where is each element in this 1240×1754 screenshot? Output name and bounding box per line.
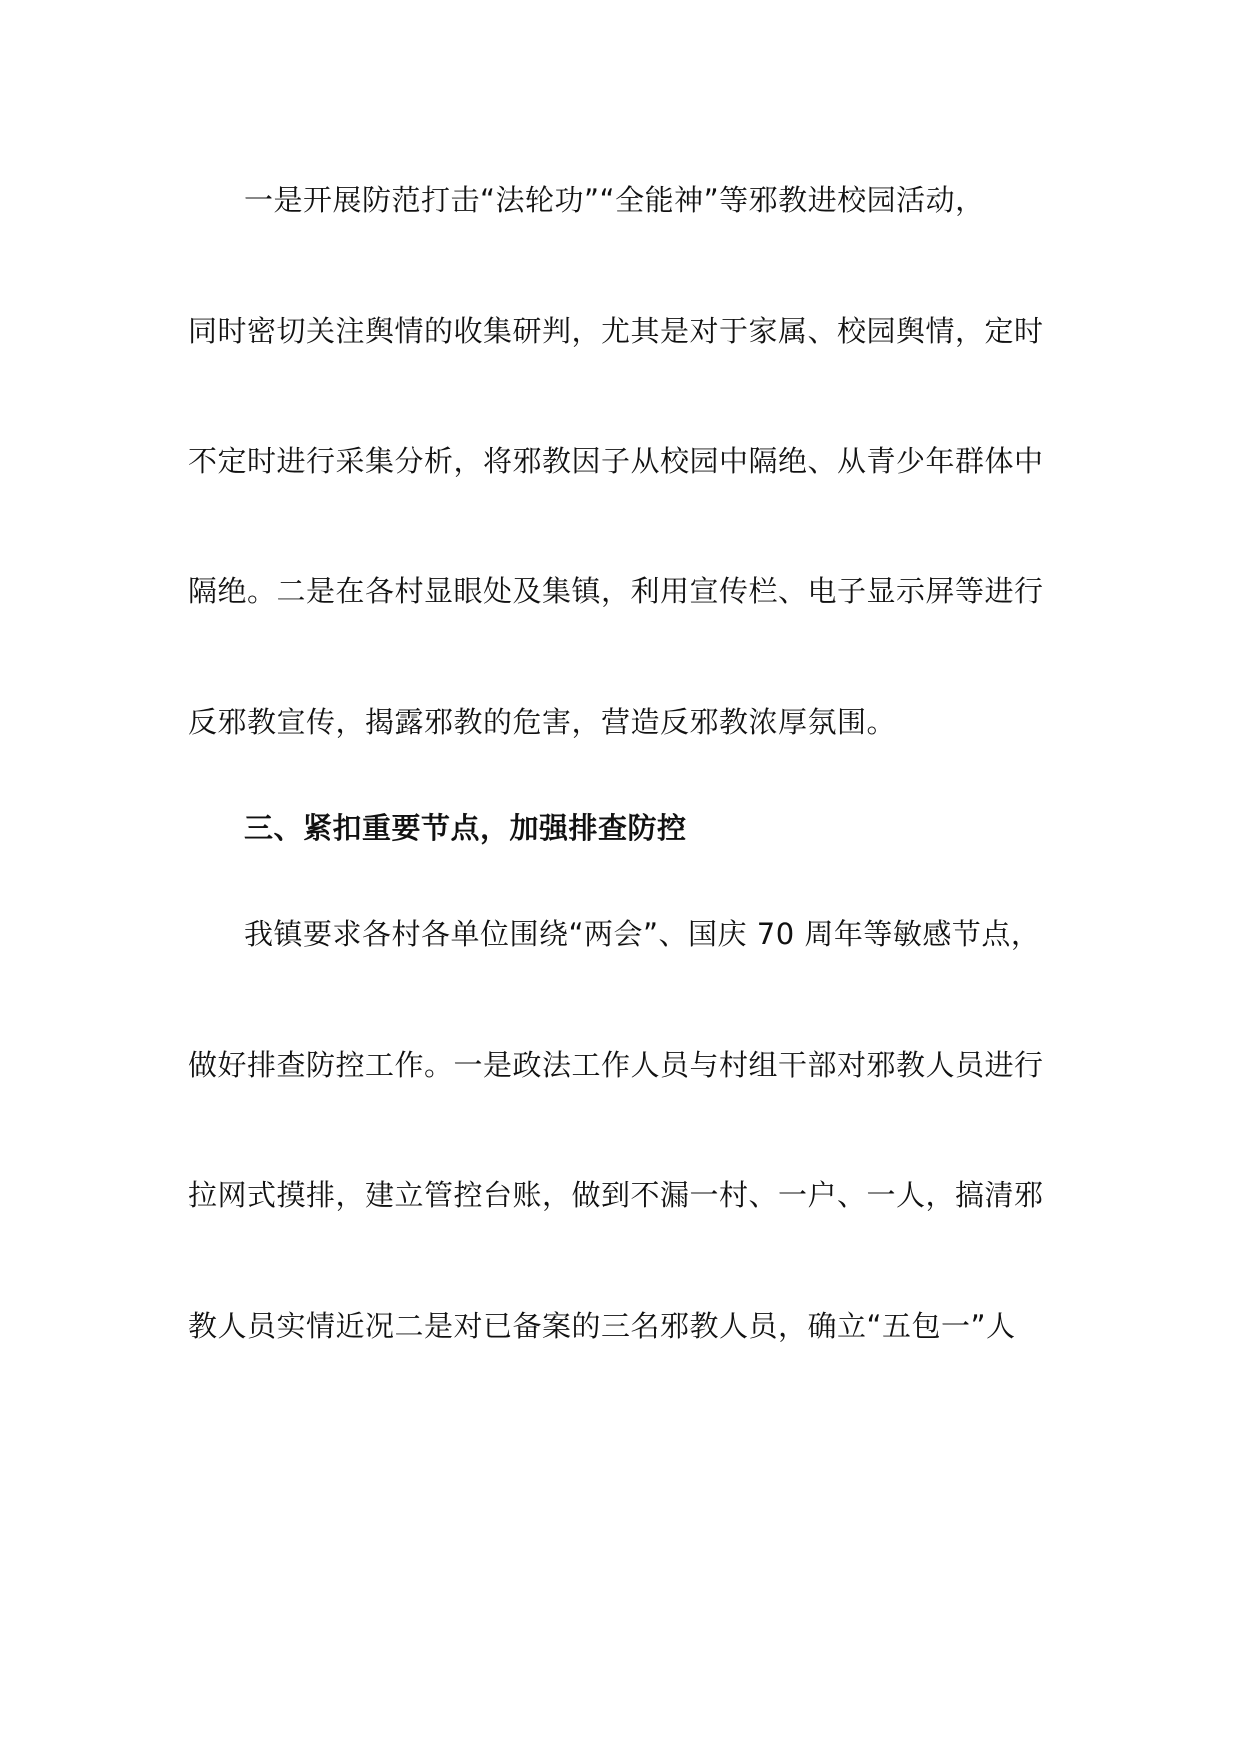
paragraph-line: 做好排查防控工作。一是政法工作人员与村组干部对邪教人员进行 bbox=[188, 1048, 1044, 1082]
paragraph-line: 我镇要求各村各单位围绕“两会”、国庆 70 周年等敏感节点， bbox=[244, 917, 1041, 951]
paragraph-line: 教人员实情近况二是对已备案的三名邪教人员，确立“五包一”人 bbox=[188, 1309, 1016, 1343]
paragraph-line: 一是开展防范打击“法轮功”“全能神”等邪教进校园活动， bbox=[244, 183, 985, 217]
paragraph-line: 不定时进行采集分析，将邪教因子从校园中隔绝、从青少年群体中 bbox=[188, 444, 1044, 478]
paragraph-line: 反邪教宣传，揭露邪教的危害，营造反邪教浓厚氛围。 bbox=[188, 705, 897, 739]
paragraph-line: 隔绝。二是在各村显眼处及集镇，利用宣传栏、电子显示屏等进行 bbox=[188, 574, 1044, 608]
paragraph-line: 同时密切关注舆情的收集研判，尤其是对于家属、校园舆情，定时 bbox=[188, 314, 1044, 348]
section-heading: 三、紧扣重要节点，加强排查防控 bbox=[244, 811, 687, 845]
paragraph-line: 拉网式摸排，建立管控台账，做到不漏一村、一户、一人，搞清邪 bbox=[188, 1178, 1044, 1212]
